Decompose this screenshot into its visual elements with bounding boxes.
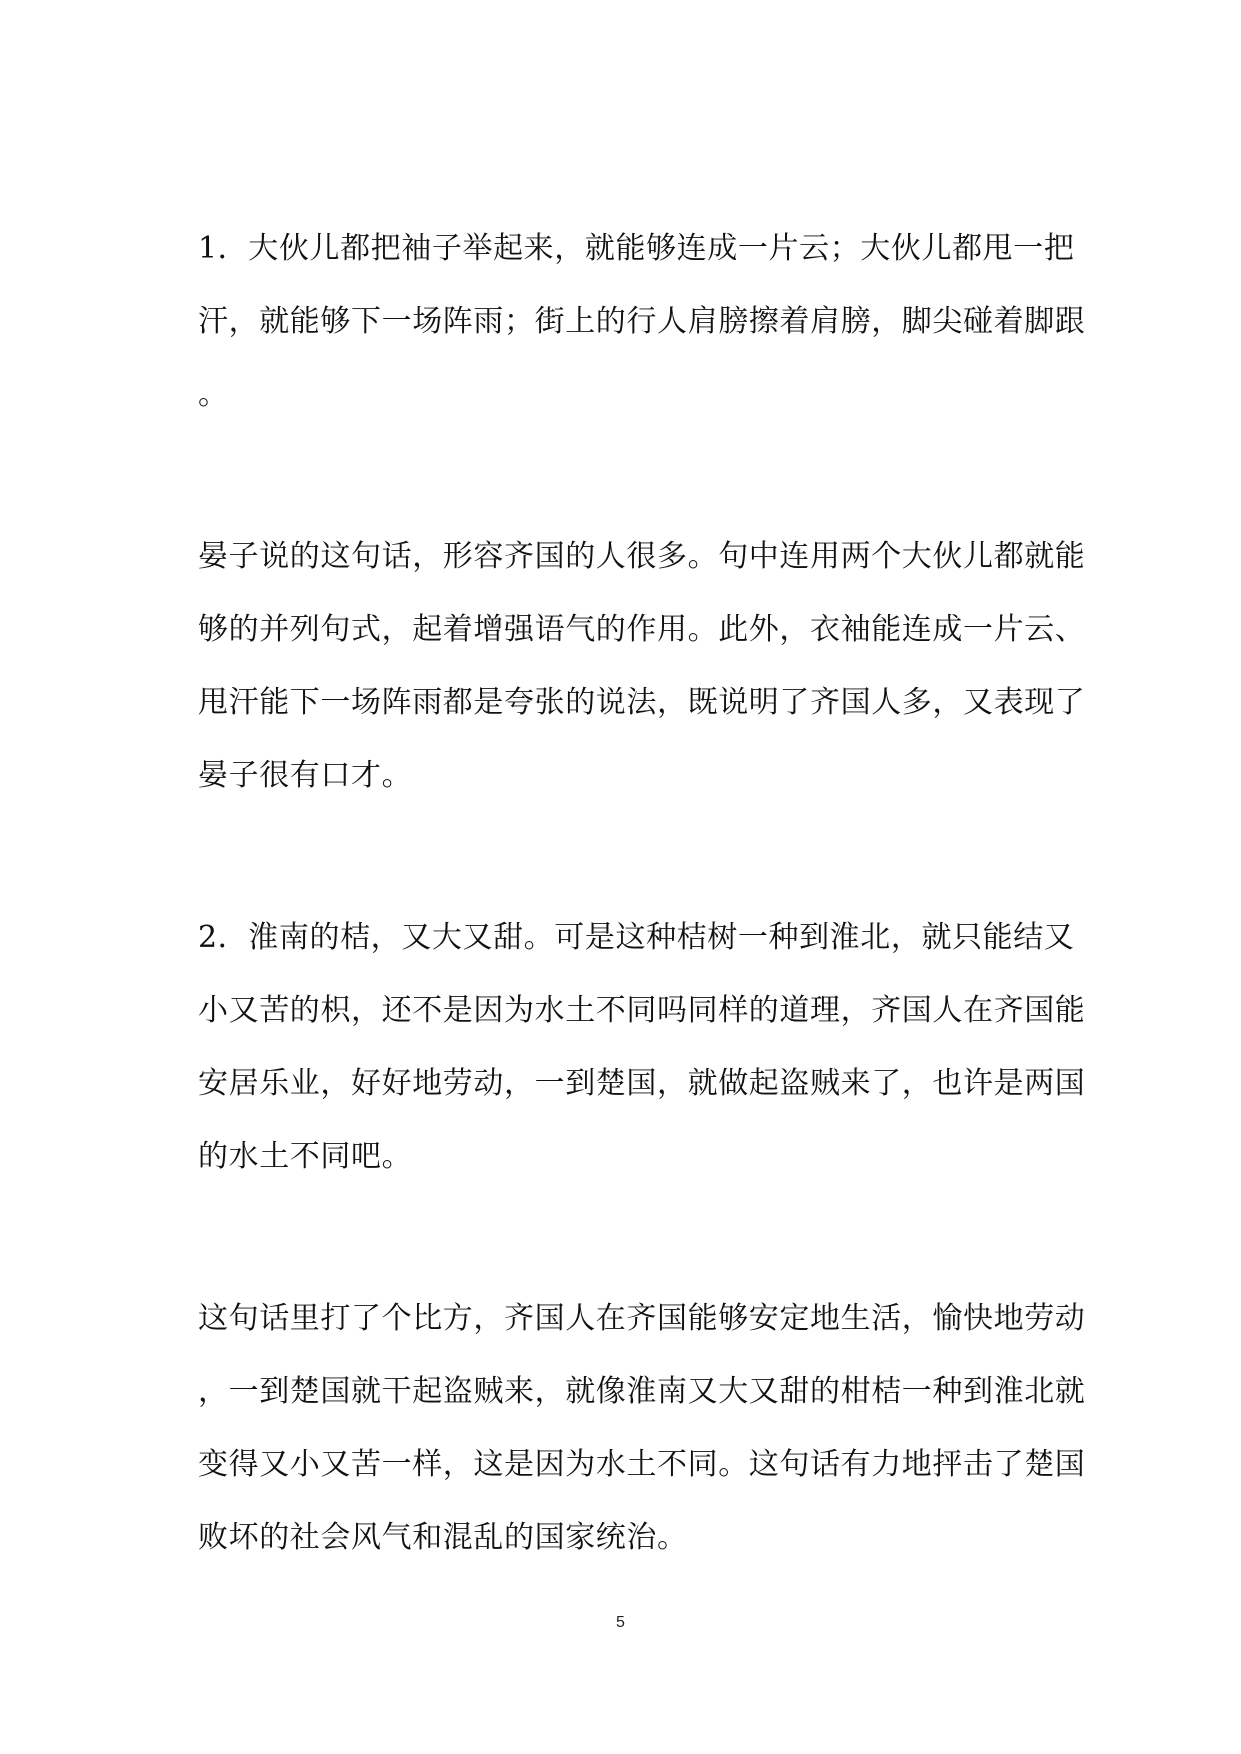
paragraph-1-line-3: 。 (198, 377, 229, 412)
paragraph-3-line-1: 2．淮南的桔，又大又甜。可是这种桔树一种到淮北，就只能结又 (198, 920, 1075, 955)
paragraph-1-line-2: 汗，就能够下一场阵雨；街上的行人肩膀擦着肩膀，脚尖碰着脚跟 (198, 304, 1086, 339)
paragraph-3-line-2: 小又苦的枳，还不是因为水土不同吗同样的道理，齐国人在齐国能 (198, 993, 1086, 1028)
paragraph-4-line-2: ，一到楚国就干起盗贼来，就像淮南又大又甜的柑桔一种到淮北就 (198, 1374, 1086, 1409)
paragraph-2-line-3: 甩汗能下一场阵雨都是夸张的说法，既说明了齐国人多，又表现了 (198, 685, 1086, 720)
paragraph-3-line-4: 的水土不同吧。 (198, 1139, 413, 1174)
paragraph-4-line-4: 败坏的社会风气和混乱的国家统治。 (198, 1520, 688, 1555)
paragraph-2-line-2: 够的并列句式，起着增强语气的作用。此外，衣袖能连成一片云、 (198, 612, 1086, 647)
paragraph-2-line-4: 晏子很有口才。 (198, 758, 413, 793)
paragraph-4-line-3: 变得又小又苦一样，这是因为水土不同。这句话有力地抨击了楚国 (198, 1447, 1086, 1482)
paragraph-3-line-3: 安居乐业，好好地劳动，一到楚国，就做起盗贼来了，也许是两国 (198, 1066, 1086, 1101)
paragraph-4-line-1: 这句话里打了个比方，齐国人在齐国能够安定地生活，愉快地劳动 (198, 1301, 1086, 1336)
paragraph-2-line-1: 晏子说的这句话，形容齐国的人很多。句中连用两个大伙儿都就能 (198, 539, 1086, 574)
paragraph-1-line-1: 1．大伙儿都把袖子举起来，就能够连成一片云；大伙儿都甩一把 (198, 231, 1075, 266)
page-number: 5 (616, 1614, 625, 1631)
